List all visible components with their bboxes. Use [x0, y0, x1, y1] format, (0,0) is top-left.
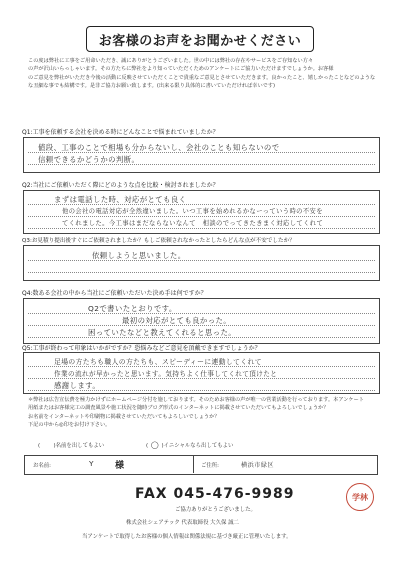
intro-line: な丑細な事でも結構です。是非ご協力お願い致します。(出来る限り具体的に書いていただければ幸いです) — [28, 82, 276, 89]
q4-label: Q4:数ある会社の中から当社にご依頼いただいた決め手は何ですか？ — [22, 290, 207, 297]
fax-number: FAX 045-476-9989 — [135, 486, 295, 502]
option-label: )名前を出してもよい — [53, 443, 105, 449]
stamp-text: 学林 — [352, 492, 368, 502]
company-text: 株式会社シェアテック 代表取締役 大久保 誠二 — [126, 520, 239, 526]
ruled-line — [28, 366, 375, 367]
intro-line: この度は弊社に工事をご用命いただき、誠にありがとうございました。世の中には弊社の存在やサービスをご存知ない方々 — [28, 58, 314, 64]
q5-answer-line: 作業の流れが早かったと思います。気持ちよく仕事してくれて頂けたと — [54, 370, 278, 378]
address-label: ご住所: — [201, 463, 219, 469]
thanks-text: ご協力ありがとうございました。 — [175, 507, 256, 513]
q1-answer-line: 信頼できるかどうかの判断。 — [38, 155, 140, 164]
intro-line: のご意見を弊社がいただき今後の活動に反映させていただくことで貴重なご意見とさせていただきます。良かったこと、嬉しかったことなどのような — [28, 74, 376, 81]
option-label: )イニシャルなら出してもよい — [161, 443, 234, 449]
divider — [193, 456, 194, 473]
option-open-paren: ( — [38, 443, 41, 449]
privacy-text: 当アンケートで取得したお客様の個人情報は関係法規に基づき厳正に管理いたします。 — [82, 534, 292, 540]
q4-answer-box[interactable] — [23, 298, 380, 344]
q1-answer-box[interactable] — [23, 137, 380, 173]
option-name-ok[interactable] — [38, 441, 104, 449]
q2-answer-line: てくれました。今工事はまだならないなんて 相談のでってきたきまく対応してくれて — [62, 220, 324, 227]
publication-notice — [28, 396, 380, 430]
ruled-line — [28, 260, 375, 261]
name-label: お名前: — [33, 463, 51, 469]
q1-answer-line: 値段、工事のことで相場も分からないし、会社のことも知らないので — [38, 143, 280, 152]
q2-answer-line: まずは電話した時、対応がとても良く — [54, 195, 187, 204]
ruled-line — [28, 228, 375, 229]
option-open-paren: ( — [146, 443, 149, 449]
q5-answer-box[interactable] — [23, 352, 380, 394]
name-value[interactable]: Y — [89, 459, 94, 468]
q3-answer-box[interactable] — [23, 245, 380, 281]
intro-text — [28, 57, 376, 90]
name-suffix: 様 — [115, 461, 125, 471]
notice-line: 下記の中から◎印をお付け下さい。 — [28, 422, 111, 429]
q3-label: Q3:お見積り提出後すぐにご依頼されましたか？もしご依頼されなかったとしたらどんな点が不安でしたか？ — [22, 238, 295, 244]
q4-answer-line: 困っていたなどと教えてくれると思った。 — [88, 328, 237, 337]
ruled-line — [28, 216, 375, 217]
ruled-line — [28, 378, 375, 379]
page-title: お客様のお声をお聞かせください — [86, 26, 314, 52]
address-value[interactable]: 横浜市緑区 — [241, 462, 274, 469]
name-address-box — [24, 455, 378, 475]
notice-line: ＊弊社は広告宣伝費を極力かけずにホームページ分付を施しております。そのためお客様の声が唯一の営業活動を行っております。本アンケート — [28, 397, 364, 403]
q3-answer-line: 依頼しようと思いました。 — [92, 251, 186, 260]
seal-stamp — [346, 483, 374, 511]
q1-label: Q1:工事を依頼する会社を決める時にどんなことで悩まれていましたか？ — [22, 129, 219, 136]
q2-label: Q2:当社にご依頼いただく際にどのような点を比較・検討されましたか？ — [22, 182, 219, 189]
ruled-line — [28, 272, 375, 273]
ruled-line — [28, 313, 375, 314]
option-initials-ok[interactable] — [146, 441, 233, 449]
q2-answer-box[interactable] — [23, 190, 380, 234]
q4-answer-line: 最初の対応がとても良かった。 — [122, 316, 232, 325]
q2-answer-line: 他の会社の電話対応が全然違いました。いつ工事を始めれるかなーっていう時の不安を — [62, 208, 323, 215]
notice-line: 用紙またはお客様完工の調査風景や施工状況を随時ブログ形式のインターネットに掲載させていただいてもよろしいでしょうか？ — [28, 405, 329, 412]
notice-line: お名前をインターネットや印刷物に掲載させていただいてもよろしいでしょうか？ — [28, 413, 220, 420]
q5-answer-line: 感謝します。 — [54, 381, 101, 390]
q4-answer-line: Q2で書いたとおりです。 — [88, 304, 177, 313]
q5-answer-line: 足場の方たちも職人の方たちも、スピーディーに連動してくれて — [54, 358, 262, 366]
intro-line: の声が沢山いらっしゃいます。その方たちに弊社をより知っていただくためのアンケートにご協力いただけますでしょうか。お客様 — [28, 66, 334, 73]
q5-label: Q5:工事が終わって印象はいかがですか？恐悩みなどご意見を頂戴できますでしょうか？ — [22, 345, 261, 352]
option-mark: ◯ — [150, 441, 159, 449]
